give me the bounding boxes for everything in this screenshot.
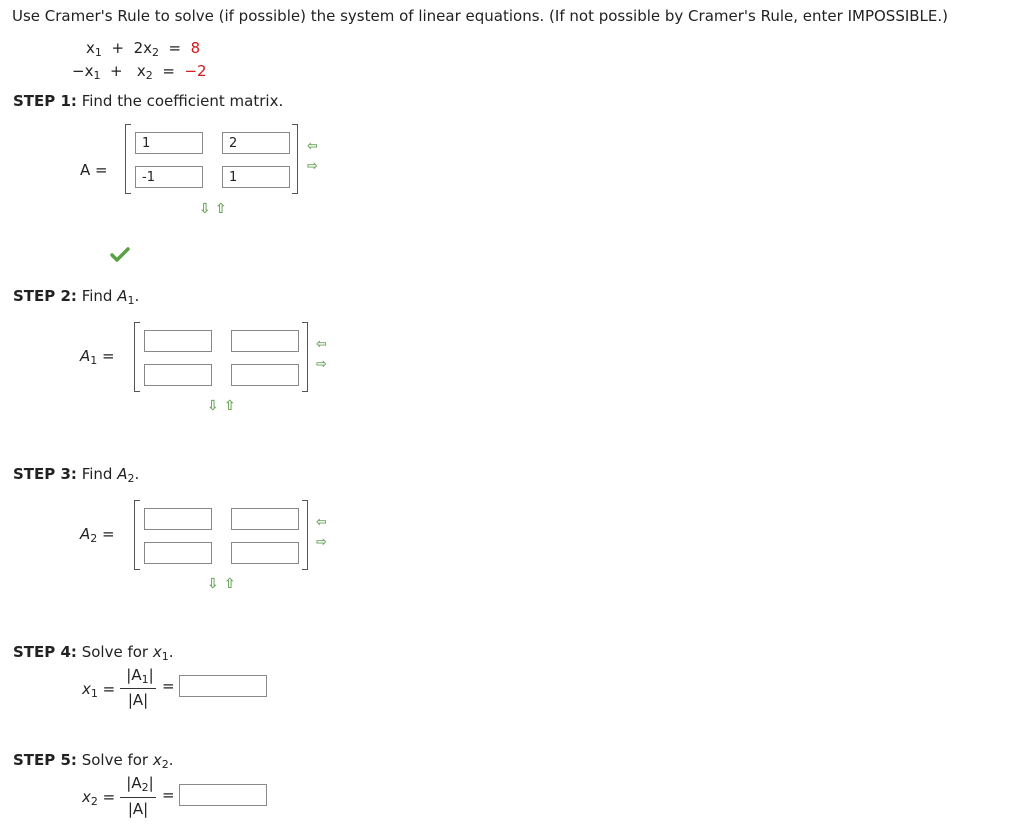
matrix-a1-cell-2-2[interactable] [231, 364, 299, 386]
matrix-a1-label: $A_1$ = [80, 347, 115, 367]
problem-prompt: Use Cramer's Rule to solve (if possible) the system of linear equations. (If not possible by Cramer's Rule, enter IMPOSSIBLE.) [12, 7, 949, 25]
row-left-arrow-icon[interactable]: ⇦ [307, 139, 318, 154]
x2-label: $x_2$ = [82, 788, 116, 808]
matrix-a-cell-2-2[interactable] [222, 166, 290, 188]
x1-numerator: $|A_1|$ [126, 666, 154, 686]
rhs-value-1: 8 [190, 39, 201, 57]
step-5-heading: STEP 5: Solve for $x_2$. [13, 751, 174, 771]
equation-1: $x_1 + 2x_2 = 8$ [86, 39, 201, 59]
matrix-a1-cell-1-1[interactable] [144, 330, 212, 352]
equation-2: $-x_1$ + $x_2 = -2$ [72, 62, 207, 82]
matrix-a-cell-2-1[interactable] [135, 166, 203, 188]
matrix-a-cell-1-2[interactable] [222, 132, 290, 154]
x1-answer-input[interactable] [179, 675, 267, 697]
matrix-a1-left-bracket [134, 322, 140, 392]
x2-equals: = [162, 786, 175, 804]
row-right-arrow-icon[interactable]: ⇨ [307, 159, 318, 174]
row-left-arrow-icon[interactable]: ⇦ [316, 337, 327, 352]
matrix-a-label: A = [80, 161, 108, 179]
step-4-heading: STEP 4: Solve for $x_1$. [13, 643, 174, 663]
checkmark-icon [110, 247, 130, 263]
matrix-a2-label: $A_2$ = [80, 525, 115, 545]
matrix-a1-right-bracket [302, 322, 308, 392]
x1-fraction-bar [120, 688, 156, 689]
step-2-heading: STEP 2: Find $A_1$. [13, 287, 140, 307]
matrix-right-bracket [292, 124, 298, 194]
matrix-a2-cell-2-1[interactable] [144, 542, 212, 564]
matrix-a2-cell-1-2[interactable] [231, 508, 299, 530]
row-right-arrow-icon[interactable]: ⇨ [316, 535, 327, 550]
x1-equals: = [162, 677, 175, 695]
matrix-a2-cell-2-2[interactable] [231, 542, 299, 564]
col-down-arrow-icon[interactable]: ⇩ [199, 201, 211, 217]
matrix-left-bracket [125, 124, 131, 194]
matrix-a2-left-bracket [134, 500, 140, 570]
matrix-a1-cell-1-2[interactable] [231, 330, 299, 352]
col-up-arrow-icon[interactable]: ⇧ [215, 201, 227, 217]
step-1-heading: STEP 1: Find the coefficient matrix. [13, 92, 284, 110]
col-down-arrow-icon[interactable]: ⇩ [207, 398, 219, 414]
x2-fraction-bar [120, 797, 156, 798]
x2-denominator: |A| [127, 800, 149, 818]
row-left-arrow-icon[interactable]: ⇦ [316, 515, 327, 530]
rhs-value-2: −2 [184, 62, 207, 80]
x1-label: $x_1$ = [82, 680, 116, 700]
step-3-heading: STEP 3: Find $A_2$. [13, 465, 140, 485]
matrix-a-cell-1-1[interactable] [135, 132, 203, 154]
x2-answer-input[interactable] [179, 784, 267, 806]
x2-numerator: $|A_2|$ [126, 774, 154, 794]
row-right-arrow-icon[interactable]: ⇨ [316, 357, 327, 372]
matrix-a2-right-bracket [302, 500, 308, 570]
matrix-a1-cell-2-1[interactable] [144, 364, 212, 386]
col-up-arrow-icon[interactable]: ⇧ [224, 576, 236, 592]
col-up-arrow-icon[interactable]: ⇧ [224, 398, 236, 414]
matrix-a2-cell-1-1[interactable] [144, 508, 212, 530]
col-down-arrow-icon[interactable]: ⇩ [207, 576, 219, 592]
x1-denominator: |A| [127, 691, 149, 709]
